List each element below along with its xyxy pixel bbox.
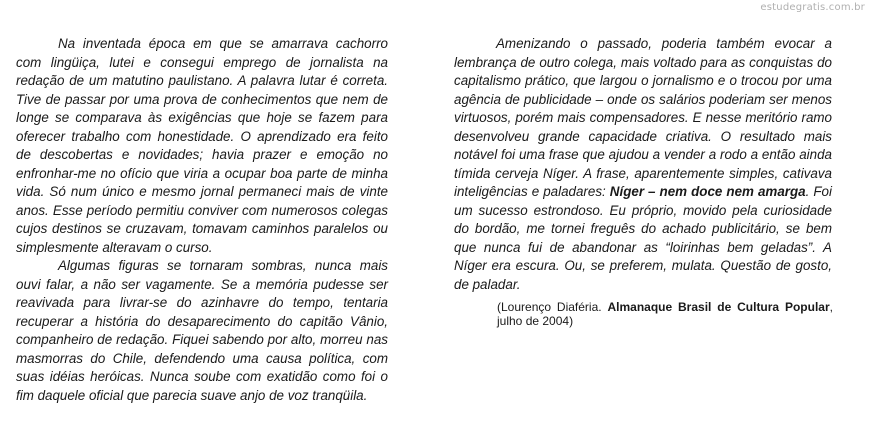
site-watermark: estudegratis.com.br <box>760 2 865 13</box>
citation-details: , julho de 2004) <box>497 300 833 328</box>
citation-author: (Lourenço Diaféria. <box>497 300 602 314</box>
right-paragraph-1 <box>454 35 832 294</box>
left-paragraph-1: Na inventada época em que se amarrava cachorro com lingüiça, lutei e consegui emprego de jornalista na redação de um matutino paulistano. A palavra lutar é correta. Tive de passar por uma prova de conhecimentos que nem de longe se comparava às exigências que hoje se fazem para oferecer trabalho com honestidade. O aprendizado era feito de descobertas e novidades; havia prazer e emoção no enfronhar-me no ofício que viria a ocupar boa parte de minha vida. Só num único e mesmo jornal permaneci mais de vinte anos. Esse período permitiu conviver com numerosos colegas cujos destinos se cruzavam, tomavam caminhos paralelos ou simplesmente alteravam o curso. <box>16 36 388 255</box>
right-text-column <box>454 35 832 294</box>
beer-slogan: Níger – nem doce nem amarga <box>609 184 806 199</box>
right-paragraph-1-end: . Foi um sucesso estrondoso. Eu próprio, movido pela curiosidade do bordão, me tornei freguês do achado publicitário, se bem que nunca fui de abandonar as “loirinhas bem geladas”. A Níger era escura. Ou, se preferem, mulata. Questão de gosto, de paladar. <box>454 184 832 292</box>
citation-book-title: Almanaque Brasil de Cultura Popular <box>607 300 830 314</box>
right-paragraph-1-start: Amenizando o passado, poderia também evocar a lembrança de outro colega, mais voltado para as conquistas do capitalismo prático, que largou o jornalismo e o trocou por uma agência de publicidade – onde os salários poderiam ser menos virtuosos, porém mais compensadores. E nesse meritório ramo desenvolveu grande capacidade criativa. O resultado mais notável foi uma frase que ajudou a vender a rodo a então ainda tímida cerveja Níger. A frase, aparentemente simples, cativava inteligências e paladares: <box>454 36 832 199</box>
left-text-column <box>16 35 388 405</box>
left-paragraph-2: Algumas figuras se tornaram sombras, nunca mais ouvi falar, a não ser vagamente. Se a memória pudesse ser reavivada para livrar-se do azinhavre do tempo, tentaria recuperar a história do desaparecimento do capitão Vânio, companheiro de redação. Fiquei sabendo por alto, morreu nas masmorras do Chile, defendendo uma causa política, com suas idéias heróicas. Nunca soube com exatidão como foi o fim daquele oficial que parecia suave anjo de voz tranqüila. <box>16 258 388 403</box>
source-citation <box>497 300 833 328</box>
